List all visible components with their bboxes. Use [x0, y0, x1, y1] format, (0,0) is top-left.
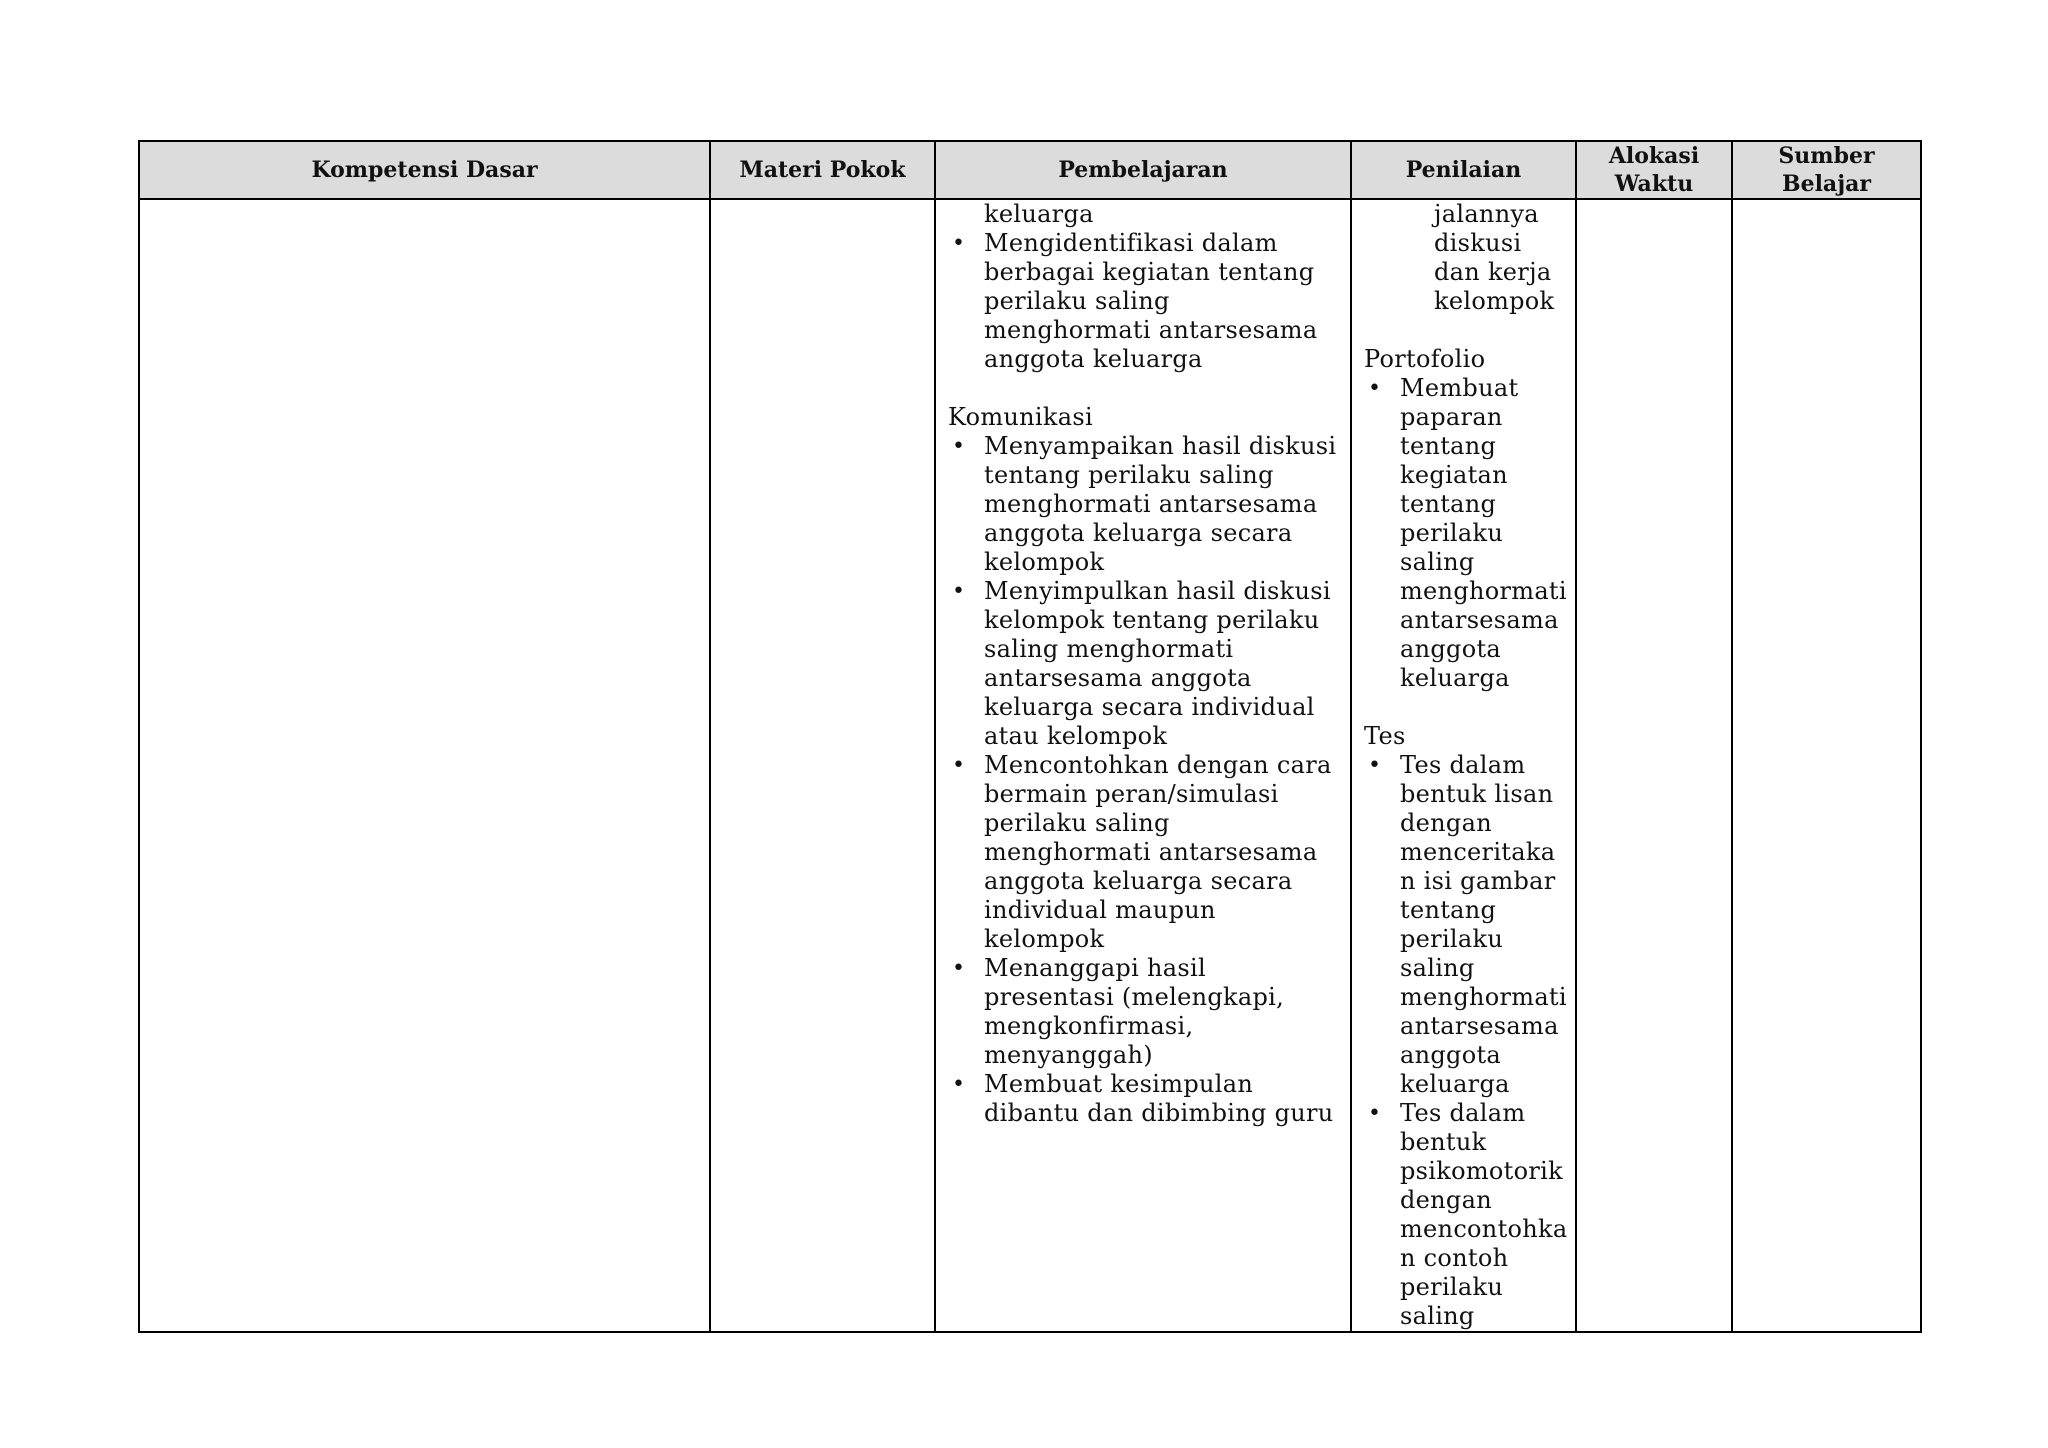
cell-pembelajaran	[935, 199, 1351, 1332]
list-item: • Menanggapi hasil presentasi (melengkapi, mengkonfirmasi, menyanggah)	[948, 954, 1340, 1070]
tes-heading: Tes	[1364, 722, 1406, 750]
portofolio-list	[1364, 374, 1567, 693]
cell-alokasi-waktu	[1576, 199, 1732, 1332]
list-item: • Membuat kesimpulan dibantu dan dibimbing guru	[948, 1070, 1340, 1128]
header-penilaian: Penilaian	[1351, 141, 1576, 199]
header-kompetensi-dasar: Kompetensi Dasar	[139, 141, 710, 199]
list-item: • Tes dalam bentuk lisan dengan menceritaka n isi gambar tentang perilaku saling menghormati antarsesama anggota keluarga	[1364, 751, 1567, 1099]
cell-sumber-belajar	[1732, 199, 1921, 1332]
cell-kompetensi-dasar	[139, 199, 710, 1332]
cell-materi-pokok	[710, 199, 935, 1332]
pembelajaran-continued-text: keluarga	[984, 200, 1094, 228]
cell-penilaian	[1351, 199, 1576, 1332]
header-sumber-belajar	[1732, 141, 1921, 199]
header-alokasi-waktu	[1576, 141, 1732, 199]
header-pembelajaran: Pembelajaran	[935, 141, 1351, 199]
tes-list	[1364, 751, 1567, 1331]
header-sumber-line1: Sumber	[1778, 143, 1875, 169]
syllabus-sheet	[138, 140, 1920, 1330]
header-alokasi-line2: Waktu	[1614, 171, 1694, 197]
komunikasi-list	[948, 432, 1340, 1128]
syllabus-table	[138, 140, 1922, 1333]
list-item: • Menyimpulkan hasil diskusi kelompok tentang perilaku saling menghormati antarsesama anggota keluarga secara individual atau kelompok	[948, 577, 1340, 751]
list-item: • Mengidentifikasi dalam berbagai kegiatan tentang perilaku saling menghormati antarsesama anggota keluarga	[948, 229, 1340, 374]
header-materi-pokok: Materi Pokok	[710, 141, 935, 199]
list-item: • Membuat paparan tentang kegiatan tentang perilaku saling menghormati antarsesama anggota keluarga	[1364, 374, 1567, 693]
header-sumber-line2: Belajar	[1781, 171, 1871, 197]
header-alokasi-line1: Alokasi	[1608, 143, 1700, 169]
list-item: • Menyampaikan hasil diskusi tentang perilaku saling menghormati antarsesama anggota keluarga secara kelompok	[948, 432, 1340, 577]
table-row	[139, 199, 1921, 1332]
header-row	[139, 141, 1921, 199]
komunikasi-heading: Komunikasi	[948, 403, 1093, 431]
portofolio-heading: Portofolio	[1364, 345, 1486, 373]
penilaian-continued-text: jalannya diskusi dan kerja kelompok	[1434, 200, 1555, 315]
list-item: • Tes dalam bentuk psikomotorik dengan mencontohka n contoh perilaku saling	[1364, 1099, 1567, 1331]
pembelajaran-intro-list	[948, 229, 1340, 374]
list-item: • Mencontohkan dengan cara bermain peran/simulasi perilaku saling menghormati antarsesama anggota keluarga secara individual maupun kelompok	[948, 751, 1340, 954]
